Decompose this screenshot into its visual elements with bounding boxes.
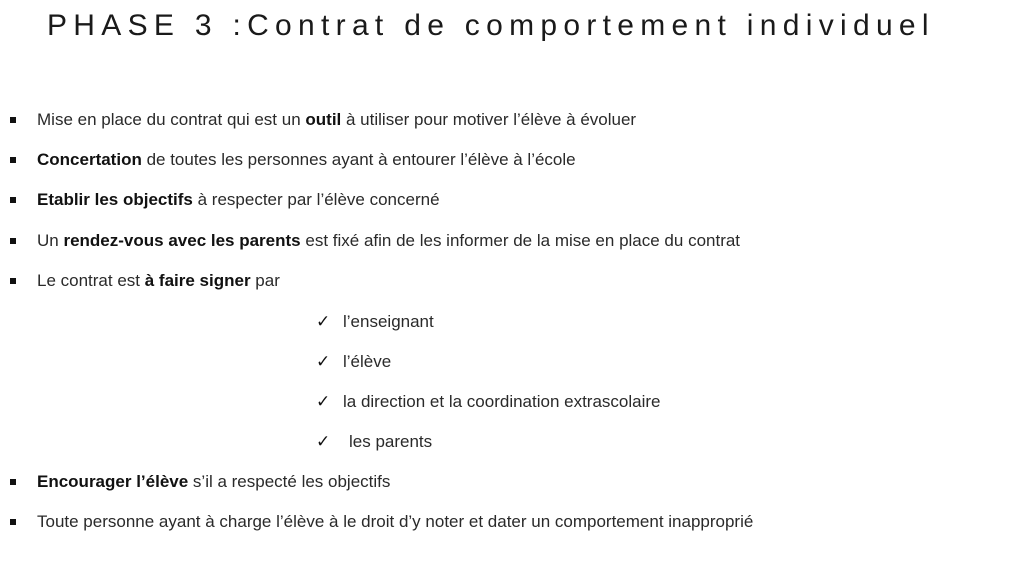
checklist-label: les parents (349, 432, 433, 451)
bullet-text: Mise en place du contrat qui est un outil à utiliser pour motiver l’élève à évoluer (37, 110, 637, 129)
bullet-text: Etablir les objectifs à respecter par l’élève concerné (37, 190, 440, 209)
checklist-label: la direction et la coordination extrascolaire (343, 392, 661, 411)
bullet-text: Toute personne ayant à charge l’élève à le droit d’y noter et dater un comportement inapproprié (37, 512, 754, 531)
square-bullet-icon (10, 479, 16, 485)
check-icon: ✓ (316, 312, 331, 332)
bullet-text: Le contrat est à faire signer par (37, 271, 280, 290)
bullet-text: Encourager l’élève s’il a respecté les objectifs (37, 472, 391, 491)
checklist-label: l’enseignant (343, 312, 434, 331)
check-icon: ✓ (316, 352, 331, 372)
checklist-label: l’élève (343, 352, 392, 371)
square-bullet-icon (10, 157, 16, 163)
square-bullet-icon (10, 238, 16, 244)
slide-title: PHASE 3 :Contrat de comportement individuel (47, 9, 935, 42)
square-bullet-icon (10, 519, 16, 525)
square-bullet-icon (10, 197, 16, 203)
check-icon: ✓ (316, 432, 331, 452)
square-bullet-icon (10, 117, 16, 123)
check-icon: ✓ (316, 392, 331, 412)
bullet-text: Concertation de toutes les personnes ayant à entourer l’élève à l’école (37, 150, 576, 169)
bullet-text: Un rendez-vous avec les parents est fixé afin de les informer de la mise en place du contrat (37, 231, 741, 250)
square-bullet-icon (10, 278, 16, 284)
